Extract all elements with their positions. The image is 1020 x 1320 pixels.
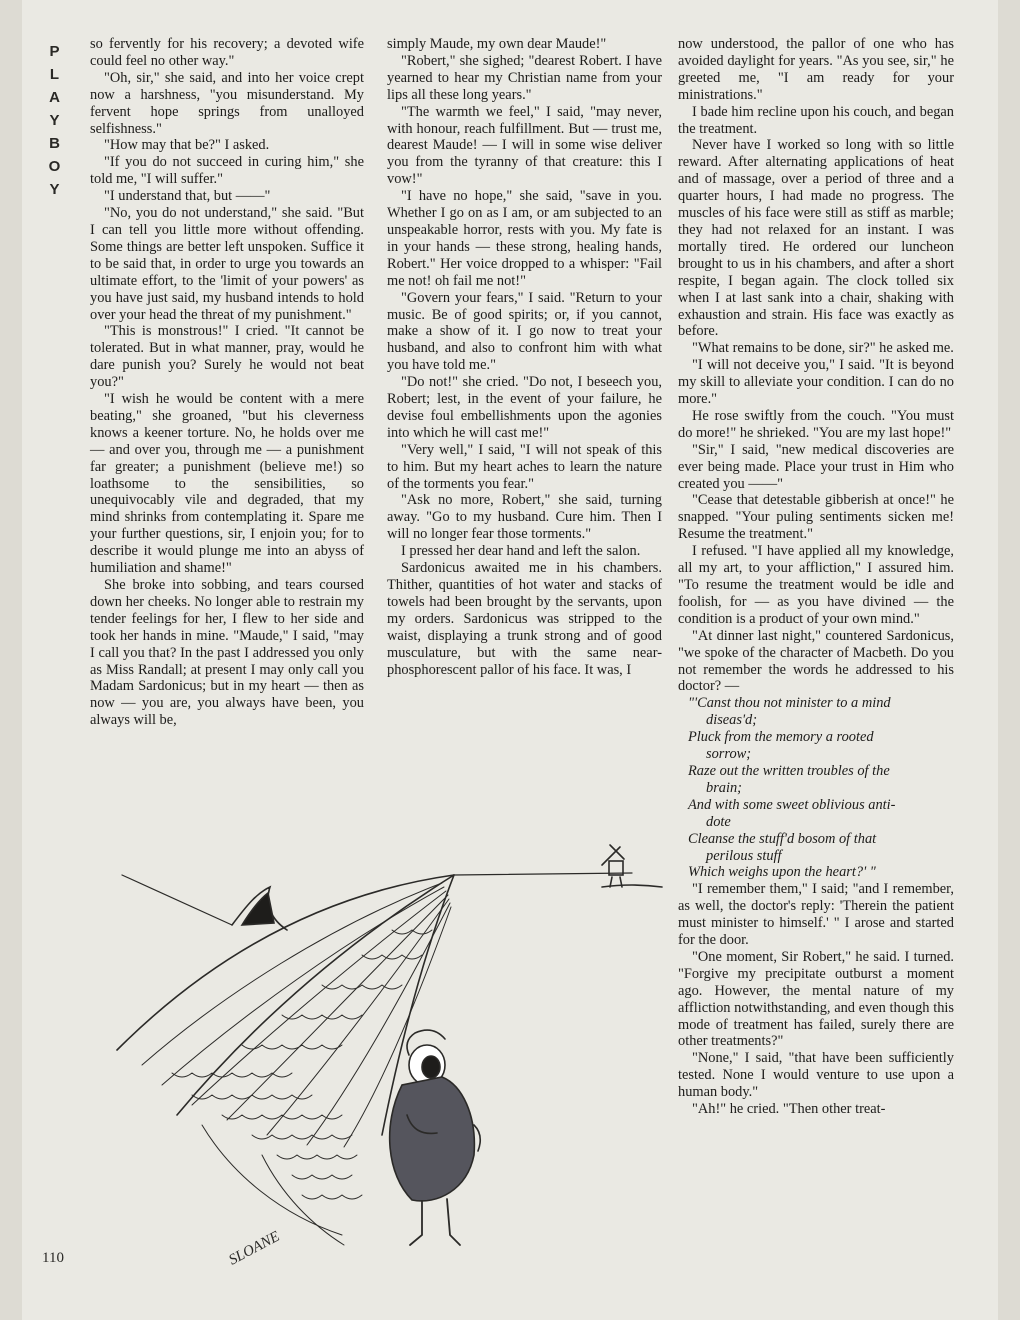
paragraph: so fervently for his recovery; a devoted wife could feel no other way." [90, 36, 364, 69]
paragraph: "Govern your fears," I said. "Return to your music. Be of good spirits; or, if you cannot, make a show of it. I go now to treat your husband, and also to confront him with what you have told me." [387, 289, 662, 374]
verse-line: Raze out the written troubles of the [688, 762, 890, 779]
paragraph: "No, you do not understand," she said. "But I can tell you little more without offending. Some things are better left unspoken. Suffice it to be said that, in order to urge you towards an ultimate effort, to the 'limit of your powers' as you have just said, my husband intends to hold over your head the threat of my punishment." [90, 205, 364, 323]
paragraph: "Robert," she sighed; "dearest Robert. I have yearned to hear my Christian name from your lips all these long years." [387, 52, 662, 103]
paragraph: She broke into sobbing, and tears coursed down her cheeks. No longer able to restrain my tender feelings for her, I flew to her side and took her hands in mine. "Maude," I said, "may I call you that? In the past I addressed you only as Miss Randall; at present I may only call you Madam Sardonicus; but in my heart — then as now — you are, you always have been, you always will be, [90, 577, 364, 729]
paragraph: I pressed her dear hand and left the salon. [401, 543, 641, 560]
paragraph: I refused. "I have applied all my knowledge, all my art, to your affliction," I assured him. "To resume the treatment would be idle and foolish, for — as you have divined — the condition is a product of your own mind." [678, 543, 954, 627]
paragraph: "Ask no more, Robert," she said, turning away. "Go to my husband. Cure him. Then I will no longer fear those torments." [387, 492, 662, 543]
running-head-letter: P [49, 43, 61, 60]
artist-signature: SLOANE [226, 1228, 283, 1269]
paragraph: He rose swiftly from the couch. "You must do more!" he shrieked. "You are my last hope!" [678, 407, 954, 441]
paragraph: "Ah!" he cried. "Then other treat- [692, 1101, 886, 1118]
verse-line: perilous stuff [706, 847, 782, 864]
paragraph: "I understand that, but ——" [104, 188, 271, 205]
paragraph: simply Maude, my own dear Maude!" [387, 36, 607, 52]
paragraph: "The warmth we feel," I said, "may never, with honour, reach fulfillment. But — trust me, dearest Maude! — I will in some wise deliver you from the tyranny of that creature: this I vow!" [387, 103, 662, 188]
text-column-3 [678, 36, 954, 1118]
paragraph: "Very well," I said, "I will not speak of this to him. But my heart aches to learn the nature of the torments you fear." [387, 441, 662, 492]
paragraph: now understood, the pallor of one who has avoided daylight for years. "As you see, sir," he greeted me, "I am ready for your ministrations." [678, 36, 954, 103]
text-column-1 [90, 36, 364, 729]
paragraph: "I will not deceive you," I said. "It is beyond my skill to alleviate your condition. I can do no more." [678, 357, 954, 408]
running-head-letter: A [49, 89, 61, 106]
verse-line: brain; [706, 779, 742, 796]
net-rope-mid [177, 875, 454, 1115]
paragraph: "One moment, Sir Robert," he said. I turned. "Forgive my precipitate outburst a moment ago. However, the mental nature of my affliction notwithstanding, and even though this mode of treatment has failed, surely there are other treatments?" [678, 948, 954, 1050]
paragraph: "Cease that detestable gibberish at once!" he snapped. "Your puling sentiments sicken me! Resume the treatment." [678, 492, 954, 543]
running-head-letter: B [49, 135, 61, 152]
paragraph: "This is monstrous!" I cried. "It cannot be tolerated. But in what manner, pray, would he dare punish you? Surely he would not beat you?" [90, 323, 364, 391]
paragraph: "I remember them," I said; "and I remember, as well, the doctor's reply: 'Therein the patient must minister to himself.' " I arose and started for the door. [678, 881, 954, 949]
magazine-page [22, 0, 998, 1320]
verse-line: And with some sweet oblivious anti- [688, 796, 896, 813]
paragraph: "How may that be?" I asked. [104, 137, 270, 154]
figure-binocular [422, 1056, 440, 1078]
running-head-letter: L [49, 66, 61, 83]
paragraph: "I wish he would be content with a mere beating," she groaned, "but his cleverness knows a keener torture. No, he holds over me — and over you, through me — a punishment far greater; a punishment (believe me!) so loathsome to the sensibilities, so unequivocably vile and degraded, that my mind shrinks from contemplating it. Spare me your further questions, sir, I enjoin you; for to describe it would plunge me into an abyss of humiliation and shame!" [90, 391, 364, 577]
paragraph: I bade him recline upon his couch, and began the treatment. [678, 103, 954, 137]
tow-line [454, 873, 632, 875]
verse-line: diseas'd; [706, 712, 758, 729]
paragraph: Never have I worked so long with so little reward. After alternating applications of heat and of massage, over a period of three and a quarter hours, I had made no progress. The muscles of his face were still as stiff as marble; they had not relaxed for an instant. I was mortally tired. He ordered our luncheon brought to us in his chambers, and after a short respite, I began again. The clock tolled six when I at last sank into a chair, shaking with exhaustion and strain. His face was exactly as before. [678, 137, 954, 340]
shark-fin-fill [242, 893, 274, 925]
verse-line: "'Canst thou not minister to a mind [688, 695, 891, 712]
verse-line: Which weighs upon the heart?' " [688, 864, 876, 881]
verse-line: Cleanse the stuff'd bosom of that [688, 830, 877, 847]
paragraph: "Sir," I said, "new medical discoveries are ever being made. Place your trust in Him who created you ——" [678, 441, 954, 492]
net-rope-top [117, 875, 454, 1050]
paragraph: "None," I said, "that have been sufficiently tested. None I would venture to use upon a human body." [678, 1050, 954, 1101]
figure-coat [390, 1077, 475, 1201]
paragraph: Sardonicus awaited me in his chambers. Thither, quantities of hot water and stacks of towels had been brought by the servants, upon my orders. Sardonicus was stripped to the waist, displaying a trunk strong and of good musculature, but with the same near-phosphorescent pallor of his face. It was, I [387, 560, 662, 678]
verse-line: sorrow; [706, 746, 752, 763]
verse-line: dote [706, 813, 731, 830]
figure-right-leg [447, 1199, 460, 1245]
running-head [44, 40, 66, 201]
illustration-drawing [82, 815, 672, 1280]
text-column-2 [387, 36, 662, 678]
paragraph: "If you do not succeed in curing him," she told me, "I will suffer." [90, 154, 364, 188]
running-head-letter: Y [49, 112, 61, 129]
verse-quote [678, 695, 954, 881]
fin-trail-line [122, 875, 232, 925]
page-number: 110 [42, 1250, 64, 1266]
distant-figure-arms [602, 845, 624, 865]
running-head-letter: Y [49, 181, 61, 198]
verse-line: Pluck from the memory a rooted [688, 729, 874, 746]
paragraph: "Oh, sir," she said, and into her voice crept now a harshness, "you misunderstand. My fervent hope springs from unalloyed selfishness." [90, 69, 364, 137]
paragraph: "At dinner last night," countered Sardonicus, "we spoke of the character of Macbeth. Do you not remember the words he addressed to his doctor? — [678, 627, 954, 695]
paragraph: "What remains to be done, sir?" he asked me. [692, 340, 954, 357]
paragraph: "Do not!" she cried. "Do not, I beseech you, Robert; lest, in the event of your failure, he devise foul embellishments upon the agonies into which he will cast me!" [387, 374, 662, 441]
running-head-letter: O [48, 158, 62, 175]
paragraph: "I have no hope," she said, "save in you. Whether I go on as I am, or am subjected to an unspeakable horror, rests with you. My fate is in your hands — these strong, healing hands, Robert." Her voice dropped to a whisper: "Fail me not! oh fail me not!" [387, 188, 662, 289]
figure-left-leg [410, 1201, 422, 1245]
ink-illustration [82, 815, 672, 1280]
